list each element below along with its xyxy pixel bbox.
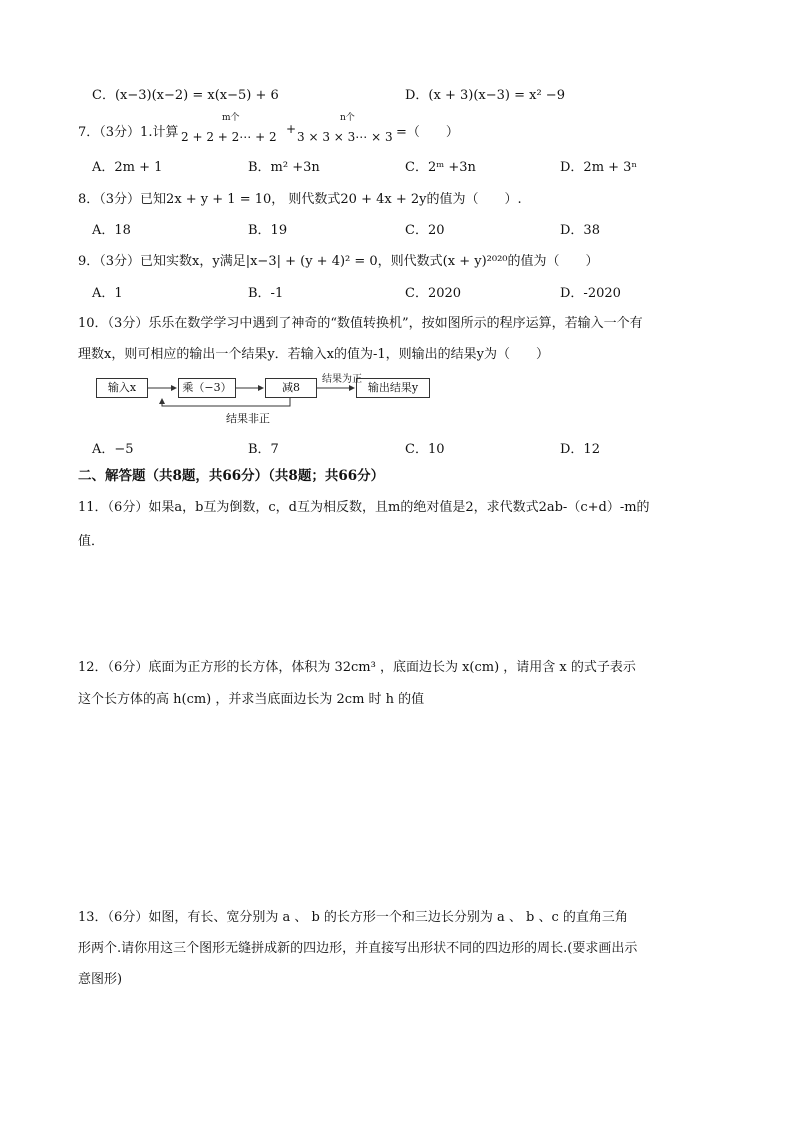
q7-expr-right: 3 × 3 × 3⋯ × 3 — [297, 130, 393, 144]
q8-stem: 8．（3分）已知2x + y + 1 = 10， 则代数式20 + 4x + 2y的值为（ ）. — [78, 192, 522, 207]
q7-plus: + — [286, 122, 297, 136]
q7-option-b: B．m² +3n — [248, 160, 320, 175]
q7-m-label: m个 — [222, 113, 240, 123]
q10-option-b: B．7 — [248, 442, 279, 457]
q13-line1: 13．（6分）如图，有长、宽分别为 a 、 b 的长方形一个和三边长分别为 a 、 b 、c 的直角三角 — [78, 910, 628, 925]
q11-line1: 11．（6分）如果a，b互为倒数，c，d互为相反数，且m的绝对值是2，求代数式2ab-（c+d）-m的 — [78, 500, 650, 515]
flow-output-box: 输出结果y — [356, 378, 430, 398]
q11-line2: 值． — [78, 534, 105, 549]
flow-arrows — [0, 0, 794, 430]
q13-line2: 形两个.请你用这三个图形无缝拼成新的四边形，并直接写出形状不同的四边形的周长.(要求画出示 — [78, 941, 638, 956]
q12-line1: 12．（6分）底面为正方形的长方体，体积为 32cm³ ，底面边长为 x(cm) ，请用含 x 的式子表示 — [78, 660, 636, 675]
q8-option-a: A．18 — [92, 223, 131, 238]
q10-flowchart — [0, 0, 794, 430]
q7-option-a: A．2m + 1 — [92, 160, 163, 175]
q9-option-a: A．1 — [92, 286, 123, 301]
q7-stem-prefix: 7．（3分）1.计算 — [78, 125, 179, 140]
q8-option-d: D．38 — [560, 223, 600, 238]
q7-n-label: n个 — [340, 113, 355, 123]
q8-option-b: B．19 — [248, 223, 288, 238]
q10-stem-line1: 10．（3分）乐乐在数学学习中遇到了神奇的“数值转换机”，按如图所示的程序运算，若输入一个有 — [78, 316, 643, 331]
q6-option-d: D．(x + 3)(x−3) = x² −9 — [405, 88, 565, 103]
q10-option-a: A．−5 — [92, 442, 134, 457]
q9-option-d: D．-2020 — [560, 286, 621, 301]
q9-stem: 9．（3分）已知实数x，y满足|x−3| + (y + 4)² = 0，则代数式(x + y)²⁰²⁰的值为（ ） — [78, 254, 599, 269]
q10-stem-line2: 理数x，则可相应的输出一个结果y．若输入x的值为-1，则输出的结果y为（ ） — [78, 347, 550, 362]
flow-input-box: 输入x — [96, 378, 148, 398]
q10-option-d: D．12 — [560, 442, 600, 457]
q10-option-c: C．10 — [405, 442, 445, 457]
q9-option-c: C．2020 — [405, 286, 462, 301]
q9-option-b: B．-1 — [248, 286, 284, 301]
q7-stem-suffix: =（ ） — [396, 125, 459, 140]
q6-option-c: C．(x−3)(x−2) = x(x−5) + 6 — [92, 88, 279, 103]
flow-positive-label: 结果为正 — [322, 374, 362, 385]
q7-expr-left: 2 + 2 + 2⋯ + 2 — [181, 130, 277, 144]
q8-option-c: C．20 — [405, 223, 445, 238]
q13-line3: 意图形) — [78, 972, 123, 987]
q7-option-d: D．2m + 3ⁿ — [560, 160, 638, 175]
flow-nonpositive-label: 结果非正 — [226, 412, 270, 425]
flow-multiply-box: 乘（−3） — [178, 378, 236, 398]
q7-option-c: C．2ᵐ +3n — [405, 160, 476, 175]
flow-subtract-box: 减8 — [265, 378, 317, 398]
q12-line2: 这个长方体的高 h(cm) ，并求当底面边长为 2cm 时 h 的值 — [78, 692, 425, 707]
section-heading: 二、解答题（共8题，共66分）（共8题；共66分） — [78, 468, 385, 484]
